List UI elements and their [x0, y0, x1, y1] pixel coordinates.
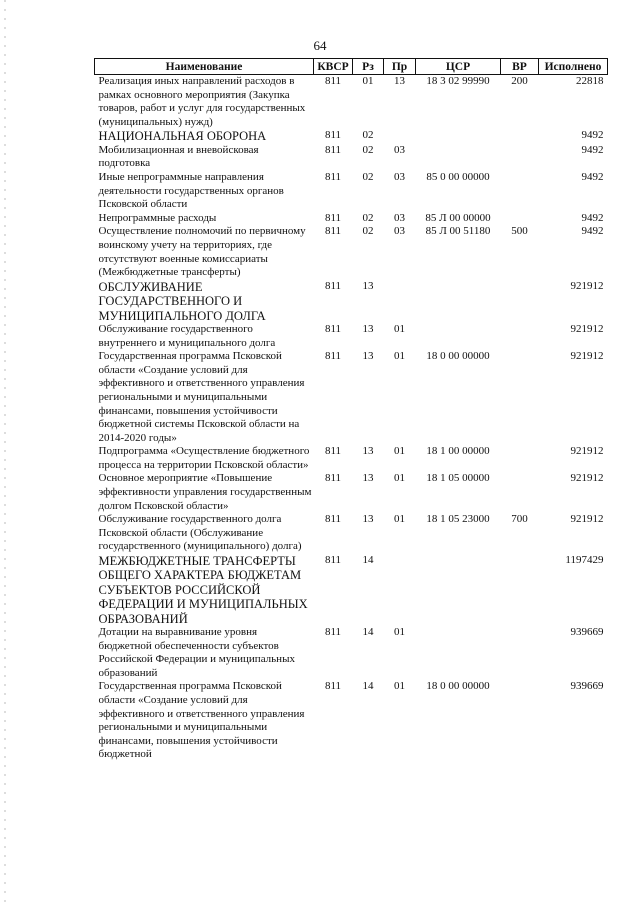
row-vr: [501, 129, 539, 143]
header-name: Наименование: [95, 59, 314, 75]
row-name: ОБСЛУЖИВАНИЕ ГОСУДАРСТВЕННОГО И МУНИЦИПАЛЬНОГО ДОЛГА: [98, 279, 266, 323]
row-name: Государственная программа Псковской области «Создание условий для эффективного и ответственного управления региональными и муниципальными финансами, повышения устойчивости бюджетной системы Псковской области на 2014-2020 годы»: [98, 350, 305, 444]
table-row: [95, 75, 608, 130]
row-rz: 01: [362, 75, 374, 87]
row-sum: 921912: [570, 350, 604, 363]
row-kvsr: 811: [324, 143, 342, 156]
table-row: [95, 171, 608, 212]
row-pr: 01: [394, 626, 405, 639]
row-rz: 14: [362, 680, 374, 693]
row-pr: 03: [394, 143, 405, 156]
row-csr: 85 0 00 00000: [426, 170, 490, 183]
row-sum: 939669: [570, 626, 604, 639]
row-sum: 9492: [581, 225, 604, 238]
row-kvsr: 811: [324, 211, 342, 224]
row-pr: 01: [394, 445, 405, 458]
row-sum: 921912: [570, 322, 604, 335]
header-rz: Рз: [353, 59, 384, 75]
header-vr: ВР: [501, 59, 539, 75]
row-kvsr: 811: [324, 170, 342, 183]
row-pr: 01: [394, 680, 405, 693]
row-sum: 921912: [570, 513, 604, 526]
table-body: [95, 75, 608, 763]
row-pr: [384, 280, 416, 323]
row-csr: 18 1 00 00000: [426, 445, 490, 458]
table-row: [95, 225, 608, 279]
row-csr: 18 1 05 23000: [426, 513, 490, 526]
row-sum: 939669: [570, 680, 604, 693]
row-name: Мобилизационная и вневойсковая подготовка: [98, 143, 259, 170]
row-rz: 02: [362, 170, 374, 183]
row-vr: [501, 554, 539, 626]
row-pr: 03: [394, 225, 405, 238]
table-row: [95, 144, 608, 171]
row-kvsr: 811: [324, 472, 342, 485]
row-kvsr: 811: [324, 554, 342, 567]
table-row: [95, 680, 608, 762]
row-name: Обслуживание государственного долга Псковской области (Обслуживание государственного (муниципального) долга): [98, 513, 302, 553]
header-sum: Исполнено: [539, 59, 608, 75]
row-vr: 200: [511, 75, 528, 87]
row-csr: 18 3 02 99990: [426, 75, 490, 87]
row-csr: 18 0 00 00000: [426, 680, 490, 693]
row-rz: 13: [362, 513, 374, 526]
row-name: Основное мероприятие «Повышение эффективности управления государственным долгом Псковской области»: [98, 472, 312, 512]
row-pr: 03: [394, 170, 405, 183]
row-rz: 02: [362, 225, 374, 238]
row-rz: 02: [362, 143, 374, 156]
row-vr: [501, 171, 539, 212]
row-kvsr: 811: [324, 225, 342, 238]
row-rz: 13: [362, 279, 374, 292]
row-vr: [501, 472, 539, 513]
row-rz: 13: [362, 350, 374, 363]
row-pr: [384, 554, 416, 626]
row-sum: 9492: [581, 129, 604, 142]
row-rz: 14: [362, 626, 374, 639]
row-kvsr: 811: [324, 322, 342, 335]
row-pr: [384, 129, 416, 143]
page-number: 64: [313, 38, 327, 53]
row-rz: 02: [362, 129, 374, 142]
row-vr: 500: [511, 225, 528, 238]
budget-table: [94, 58, 608, 762]
row-pr: 01: [394, 350, 405, 363]
row-kvsr: 811: [324, 680, 342, 693]
row-pr: 03: [394, 211, 405, 224]
row-name: Дотации на выравнивание уровня бюджетной обеспеченности субъектов Российской Федерации и муниципальных образований: [98, 626, 295, 679]
table-row: [95, 513, 608, 554]
row-csr: [416, 323, 501, 350]
row-sum: 1197429: [565, 554, 604, 567]
table-row: [95, 280, 608, 323]
row-rz: 02: [362, 211, 374, 224]
row-pr: 13: [394, 75, 405, 87]
row-vr: [501, 212, 539, 226]
table-row: [95, 472, 608, 513]
row-vr: [501, 626, 539, 680]
row-csr: 85 Л 00 51180: [425, 225, 491, 238]
row-vr: [501, 323, 539, 350]
row-vr: [501, 445, 539, 472]
row-sum: 921912: [570, 445, 604, 458]
row-kvsr: 811: [324, 513, 342, 526]
row-name: Государственная программа Псковской области «Создание условий для эффективного и ответственного управления региональными и муниципальными финансами, повышения устойчивости бюджетной: [98, 680, 305, 761]
table-row: [95, 323, 608, 350]
row-sum: 9492: [581, 143, 604, 156]
table-header-row: [95, 59, 608, 75]
row-name: Обслуживание государственного внутреннего и муниципального долга: [98, 322, 276, 349]
row-name: Подпрограмма «Осуществление бюджетного процесса на территории Псковской области»: [98, 445, 310, 471]
row-name: Иные непрограммные направления деятельности государственных органов Псковской области: [98, 170, 284, 211]
row-vr: [501, 280, 539, 323]
row-vr: 700: [511, 513, 528, 526]
row-rz: 13: [362, 445, 374, 458]
row-csr: 85 Л 00 00000: [425, 211, 491, 224]
header-kvsr: КВСР: [314, 59, 353, 75]
row-rz: 13: [362, 322, 374, 335]
row-csr: [416, 554, 501, 626]
row-kvsr: 811: [324, 350, 342, 363]
row-vr: [501, 144, 539, 171]
header-csr: ЦСР: [416, 59, 501, 75]
budget-table-container: [94, 58, 607, 762]
row-csr: 18 1 05 00000: [426, 472, 490, 485]
table-row: [95, 626, 608, 680]
row-pr: 01: [394, 322, 405, 335]
row-sum: 921912: [570, 472, 604, 485]
row-pr: 01: [394, 513, 405, 526]
row-kvsr: 811: [324, 75, 342, 87]
row-vr: [501, 680, 539, 762]
table-row: [95, 445, 608, 472]
row-sum: 22818: [576, 75, 604, 87]
row-name: Непрограммные расходы: [98, 211, 217, 224]
table-row: [95, 350, 608, 445]
row-kvsr: 811: [324, 445, 342, 458]
row-kvsr: 811: [324, 279, 342, 292]
row-csr: [416, 129, 501, 143]
row-sum: 9492: [581, 211, 604, 224]
row-kvsr: 811: [324, 129, 342, 142]
row-sum: 921912: [570, 279, 604, 292]
row-name: МЕЖБЮДЖЕТНЫЕ ТРАНСФЕРТЫ ОБЩЕГО ХАРАКТЕРА БЮДЖЕТАМ СУБЪЕКТОВ РОССИЙСКОЙ ФЕДЕРАЦИИ И МУНИЦИПАЛЬНЫХ ОБРАЗОВАНИЙ: [98, 554, 308, 626]
row-pr: 01: [394, 472, 405, 485]
row-csr: [416, 280, 501, 323]
row-vr: [501, 350, 539, 445]
row-rz: 13: [362, 472, 374, 485]
table-row: [95, 212, 608, 226]
header-pr: Пр: [384, 59, 416, 75]
row-sum: 9492: [581, 170, 604, 183]
row-csr: [416, 626, 501, 680]
row-csr: 18 0 00 00000: [426, 350, 490, 363]
row-kvsr: 811: [324, 626, 342, 639]
row-name: Осуществление полномочий по первичному воинскому учету на территориях, где отсутствуют военные комиссариаты (Межбюджетные трансферты): [98, 225, 306, 279]
scan-edge: [4, 0, 6, 905]
row-name: Реализация иных направлений расходов в рамках основного мероприятия (Закупка товаров, работ и услуг для государственных (муниципальных) нужд): [98, 75, 306, 128]
table-row: [95, 129, 608, 143]
row-csr: [416, 144, 501, 171]
table-row: [95, 554, 608, 626]
row-name: НАЦИОНАЛЬНАЯ ОБОРОНА: [98, 129, 267, 144]
row-rz: 14: [362, 554, 374, 567]
